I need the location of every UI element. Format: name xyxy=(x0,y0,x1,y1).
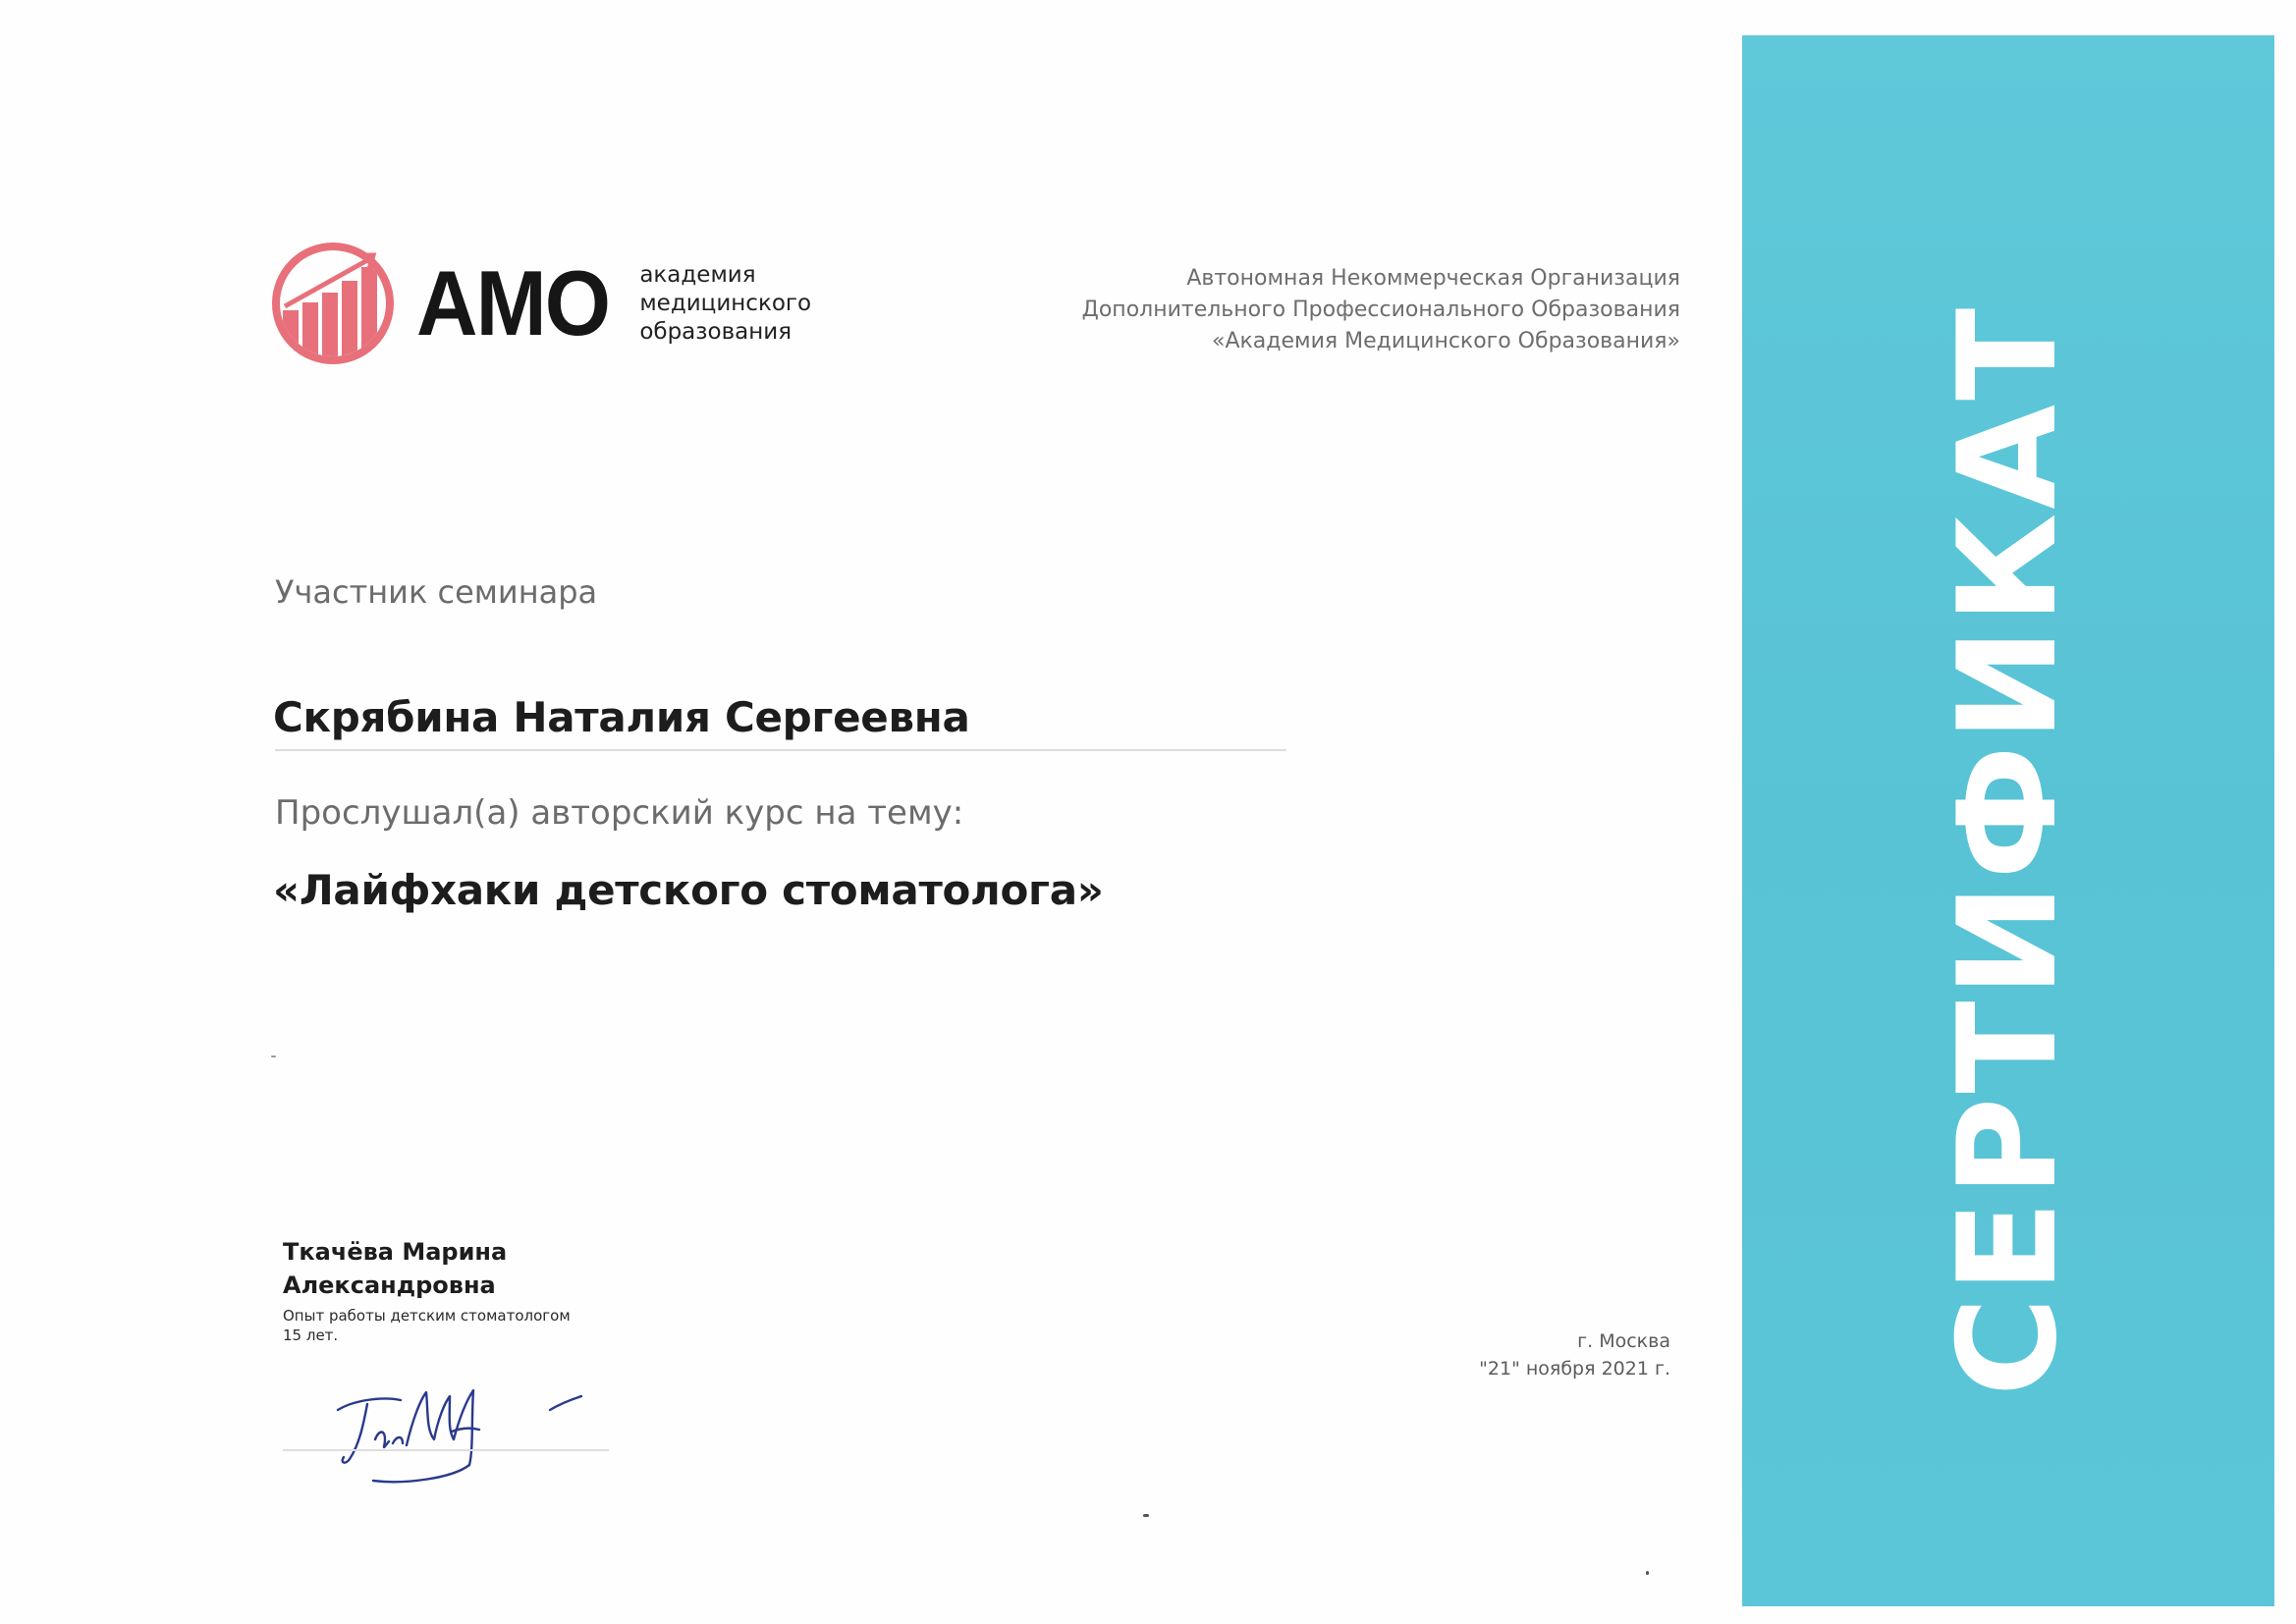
signatory-description-line: 15 лет. xyxy=(283,1326,339,1344)
scan-speck xyxy=(1646,1571,1649,1575)
logo-caption xyxy=(639,261,811,347)
participant-name: Скрябина Наталия Сергеевна xyxy=(273,693,970,741)
city: г. Москва xyxy=(1577,1330,1670,1352)
signature-line xyxy=(283,1449,609,1451)
name-underline xyxy=(275,749,1286,751)
signatory-description xyxy=(283,1306,636,1345)
organization-name xyxy=(1082,263,1680,357)
certificate-side-band xyxy=(1742,35,2274,1606)
organization-line: Автономная Некоммерческая Организация xyxy=(1186,266,1680,291)
logo-caption-line: академия xyxy=(639,261,756,288)
signatory-name-line: Александровна xyxy=(283,1272,496,1299)
scan-speck xyxy=(271,1056,276,1057)
logo-abbreviation: АМО xyxy=(416,251,610,354)
organization-line: «Академия Медицинского Образования» xyxy=(1212,329,1680,353)
course-title: «Лайфхаки детского стоматолога» xyxy=(273,866,1104,914)
amo-logo xyxy=(271,240,811,367)
signatory-block xyxy=(283,1235,636,1345)
certificate-title: СЕРТИФИКАТ xyxy=(1929,303,2087,1397)
issue-date: "21" ноября 2021 г. xyxy=(1479,1358,1670,1380)
handwritten-signature xyxy=(324,1371,599,1489)
place-and-date xyxy=(1479,1327,1670,1382)
signatory-description-line: Опыт работы детским стоматологом xyxy=(283,1307,571,1325)
bar-chart-logo-icon xyxy=(271,242,395,365)
course-label: Прослушал(а) авторский курс на тему: xyxy=(275,793,964,833)
signatory-name-line: Ткачёва Марина xyxy=(283,1238,508,1266)
scan-speck xyxy=(1143,1514,1149,1517)
signatory-name xyxy=(283,1235,636,1302)
organization-line: Дополнительного Профессионального Образования xyxy=(1081,298,1680,322)
logo-caption-line: медицинского xyxy=(639,290,812,316)
participant-label: Участник семинара xyxy=(275,573,598,611)
logo-caption-line: образования xyxy=(639,318,793,345)
